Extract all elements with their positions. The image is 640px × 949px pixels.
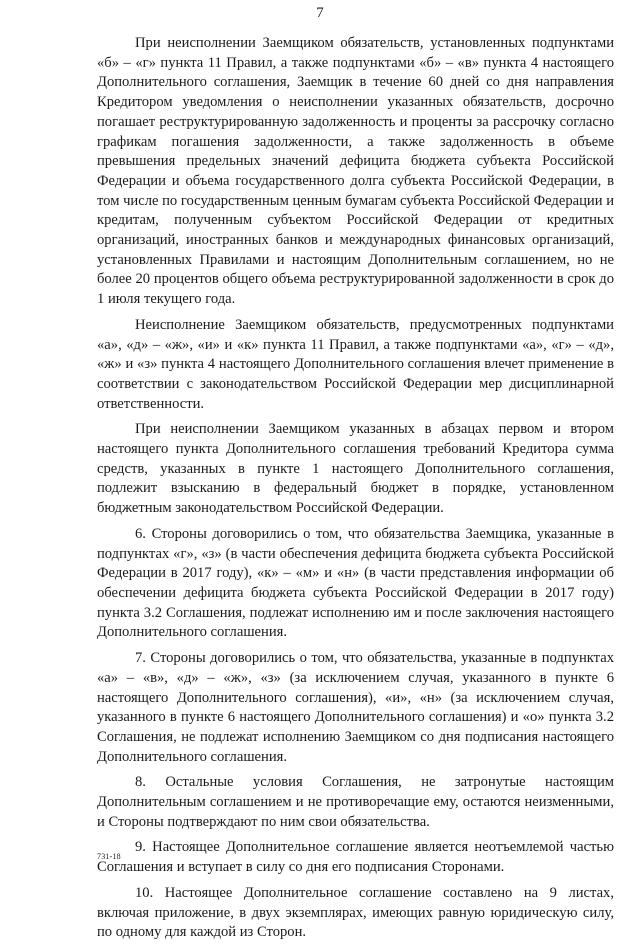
paragraph: Неисполнение Заемщиком обязательств, предусмотренных подпунктами «а», «д» – «ж», «и» и «к» пункта 11 Правил, а также подпунктами «а», «г» – «д», «ж» и «з» пункта 4 настоящего Дополнительного соглашения влечет применение в соответствии с законодательством Российской Федерации мер дисциплинарной ответственности.: [97, 316, 614, 412]
document-code: 731-18: [97, 852, 121, 861]
paragraph: 10. Настоящее Дополнительное соглашение составлено на 9 листах, включая приложение, в двух экземплярах, имеющих равную юридическую силу, по одному для каждой из Сторон.: [97, 884, 614, 941]
paragraph: 6. Стороны договорились о том, что обязательства Заемщика, указанные в подпунктах «г», «з» (в части обеспечения дефицита бюджета субъекта Российской Федерации в 2017 году), «к» – «м» и «н» (в части представления информации об обеспечении дефицита бюджета субъекта Российской Федерации в 2017 году) пункта 3.2 Соглашения, подлежат исполнению им и после заключения настоящего Дополнительного соглашения.: [97, 525, 614, 641]
paragraph: 9. Настоящее Дополнительное соглашение является неотъемлемой частью Соглашения и вступает в силу со дня его подписания Сторонами.: [97, 839, 614, 876]
paragraph: 7. Стороны договорились о том, что обязательства, указанные в подпунктах «а» – «в», «д» – «ж», «з» (за исключением случая, указанного в пункте 6 настоящего Дополнительного соглашения), «и», «н» (за исключением случая, указанного в пункте 6 настоящего Дополнительного соглашения) и «о» пункта 3.2 Соглашения, не подлежат исполнению Заемщиком со дня подписания настоящего Дополнительного соглашения.: [97, 650, 614, 765]
paragraph: При неисполнении Заемщиком обязательств, установленных подпунктами «б» – «г» пункта 11 Правил, а также подпунктами «б» – «в» пункта 4 настоящего Дополнительного соглашения, Заемщик в течение 60 дней со дня направления Кредитором уведомления о неисполнении указанных обязательств, досрочно погашает реструктурированную задолженность и проценты за рассрочку согласно графикам погашения задолженности, а также задолженность в объеме превышения предельных значений дефицита бюджета субъекта Российской Федерации и объема государственного долга субъекта Российской Федерации, в том числе по государственным ценным бумагам субъекта Российской Федерации и кредитам, полученным субъектом Российской Федерации от кредитных организаций, иностранных банков и международных финансовых организаций, установленных Правилами и настоящим Дополнительным соглашением, но не более 20 процентов общего объема реструктурированной задолженности в срок до 1 июля текущего года.: [97, 35, 615, 308]
paragraph: При неисполнении Заемщиком указанных в абзацах первом и втором настоящего пункта Дополнительного соглашения требований Кредитора сумма средств, указанных в пункте 1 настоящего Дополнительного соглашения, подлежит взысканию в федеральный бюджет в порядке, установленном бюджетным законодательством Российской Федерации.: [97, 421, 614, 517]
paragraph: 8. Остальные условия Соглашения, не затронутые настоящим Дополнительным соглашением и не противоречащие ему, остаются неизменными, и Стороны подтверждают по ним свои обязательства.: [97, 774, 614, 830]
document-body: [97, 34, 614, 949]
page-number: 7: [316, 5, 324, 21]
